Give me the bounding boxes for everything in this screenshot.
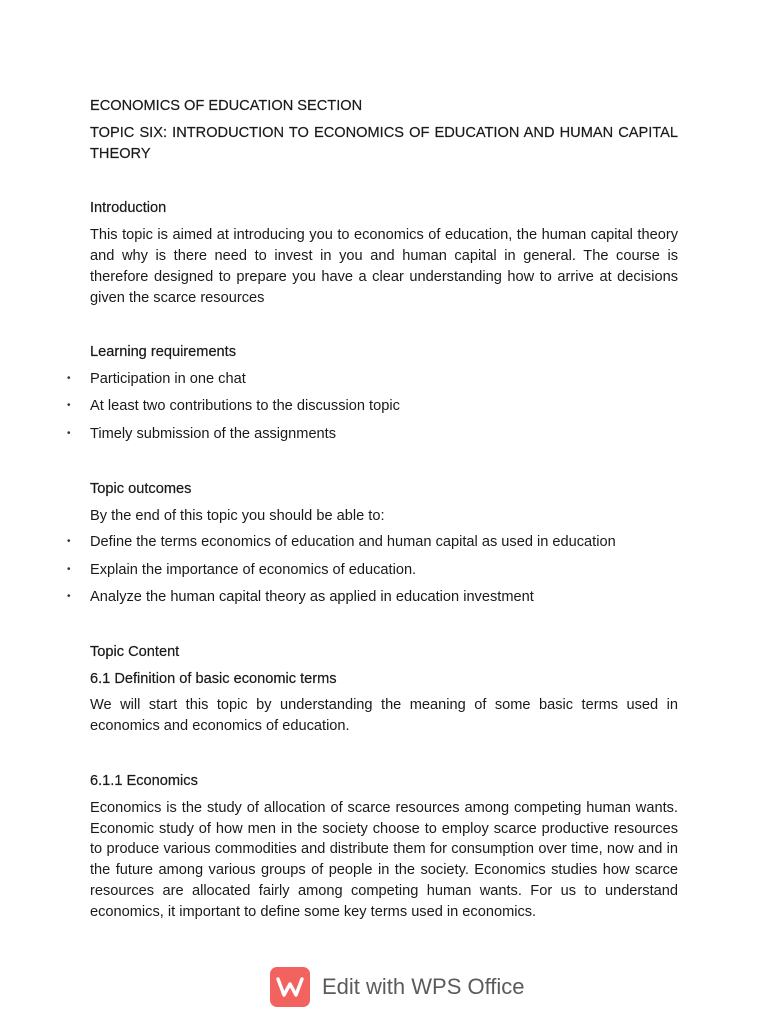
list-item: • Define the terms economics of education and human capital as used in education: [90, 532, 678, 553]
topic-outcomes-intro: By the end of this topic you should be able to:: [90, 507, 385, 524]
introduction-heading: Introduction: [90, 200, 167, 217]
learning-requirements-heading: Learning requirements: [90, 344, 237, 361]
wps-logo-icon: [270, 967, 310, 1007]
bullet-icon: •: [67, 590, 71, 602]
section-title: ECONOMICS OF EDUCATION SECTION: [90, 98, 363, 114]
wps-edit-banner[interactable]: [270, 965, 525, 1009]
list-item: • Timely submission of the assignments: [90, 424, 678, 445]
topic-content-body: We will start this topic by understanding the meaning of some basic terms used in economics and economics of education.: [90, 697, 678, 735]
topic-outcomes-heading: Topic outcomes: [90, 480, 192, 497]
economics-heading: 6.1.1 Economics: [90, 773, 198, 790]
introduction-body: This topic is aimed at introducing you to economics of education, the human capital theory and why is there need to invest in you and human capital in general. The course is therefore designed to prepare you have a clear understanding how to arrive at decisions given the scarce resources: [90, 227, 678, 306]
list-item: • Analyze the human capital theory as applied in education investment: [90, 587, 678, 608]
bullet-icon: •: [67, 400, 71, 412]
bullet-icon: •: [67, 427, 71, 439]
bullet-icon: •: [67, 536, 71, 548]
list-item: • Explain the importance of economics of education.: [90, 560, 678, 581]
wps-w-mark: [276, 976, 304, 998]
economics-body: Economics is the study of allocation of scarce resources among competing human wants. Economic study of how men in the society choose to employ scarce productive resources to produce various commodities and distribute them for consumption over time, now and in the future among various groups of people in the society. Economics studies how scarce resources are allocated fairly among competing human wants. For us to understand economics, it important to define some key terms used in economics.: [90, 799, 678, 920]
topic-content-heading: Topic Content: [90, 643, 180, 660]
learning-requirements-list: [67, 369, 678, 444]
bullet-icon: •: [67, 373, 71, 385]
topic-title: TOPIC SIX: INTRODUCTION TO ECONOMICS OF EDUCATION AND HUMAN CAPITAL THEORY: [90, 124, 678, 162]
wps-edit-label[interactable]: Edit with WPS Office: [322, 974, 525, 999]
list-item: • Participation in one chat: [90, 369, 678, 390]
definition-subheading: 6.1 Definition of basic economic terms: [90, 670, 337, 687]
topic-outcomes-list: [67, 532, 678, 607]
document-page: [67, 96, 678, 923]
list-item: • At least two contributions to the discussion topic: [90, 396, 678, 417]
bullet-icon: •: [67, 563, 71, 575]
